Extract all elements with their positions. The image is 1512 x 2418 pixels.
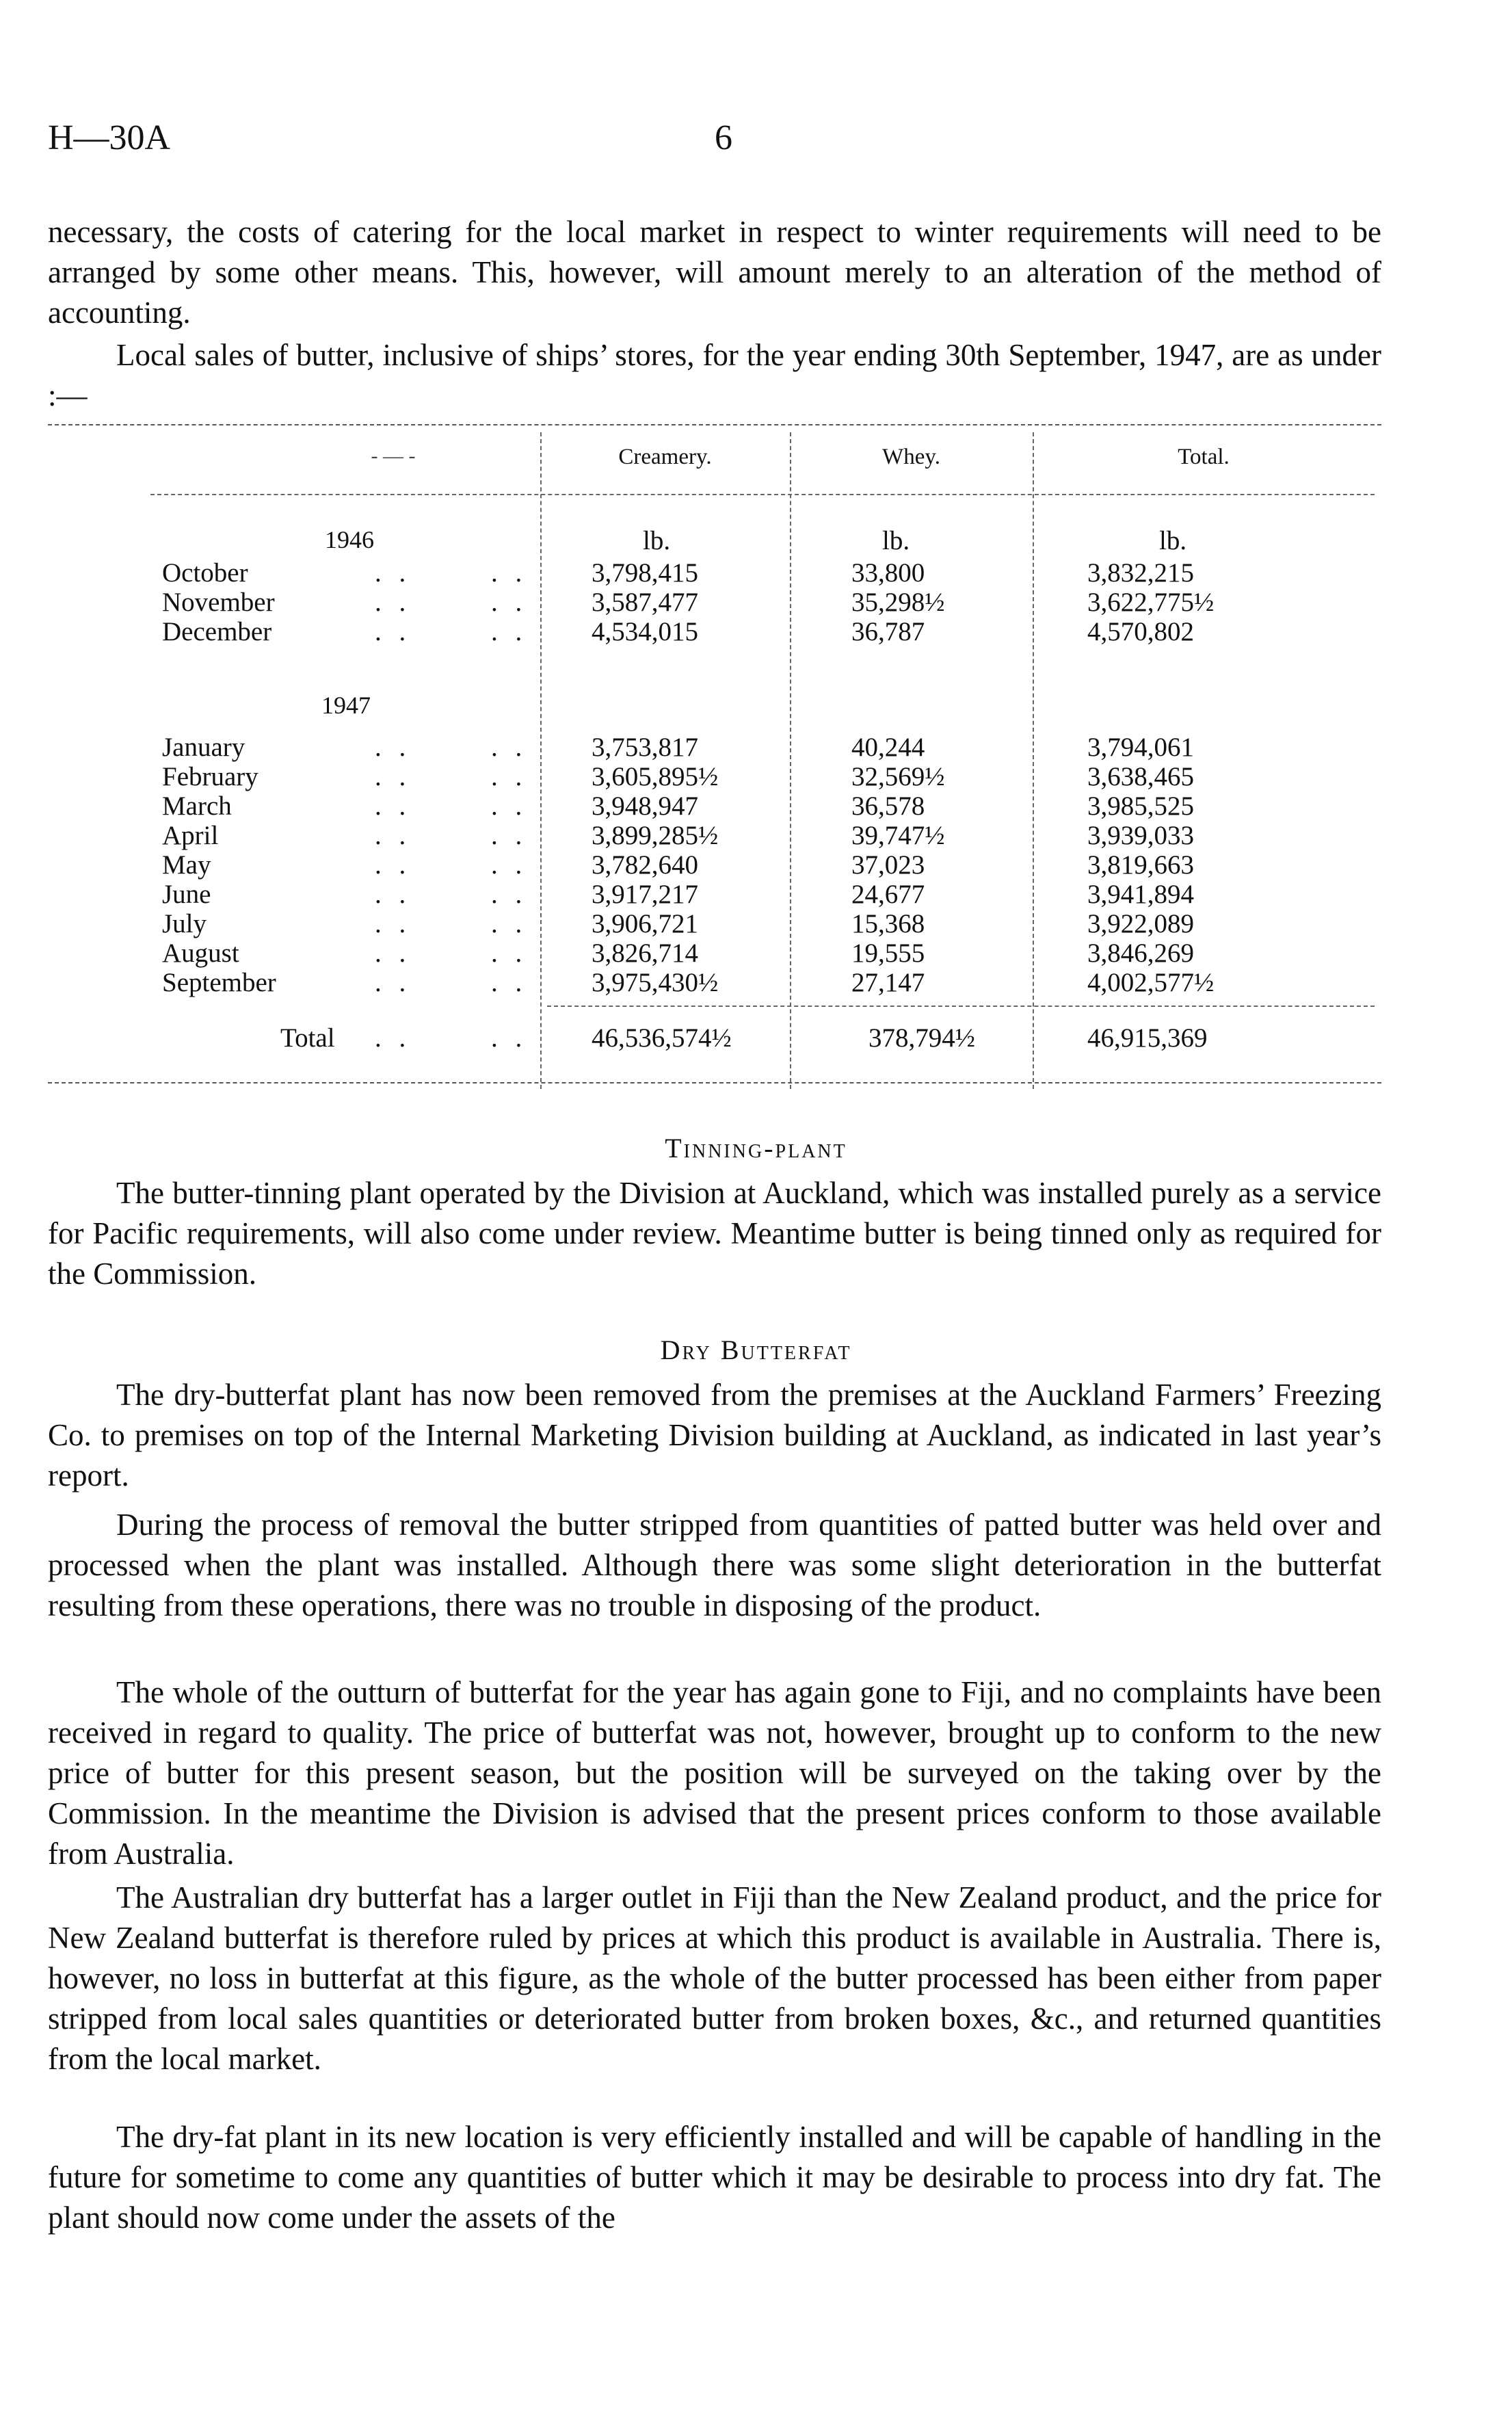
whey-value: 19,555 bbox=[851, 938, 925, 968]
row-month: January bbox=[162, 733, 246, 762]
table-bottom-rule bbox=[48, 1082, 1381, 1083]
creamery-value: 3,899,285½ bbox=[592, 821, 719, 850]
whey-value: 37,023 bbox=[851, 850, 925, 880]
total-value: 3,939,033 bbox=[1087, 821, 1194, 850]
leader-dots: . . bbox=[375, 791, 412, 821]
leader-dots: . . bbox=[375, 821, 412, 850]
leader-dots: . . bbox=[491, 617, 528, 646]
whey-value: 36,578 bbox=[851, 791, 925, 821]
intro-paragraph-2: Local sales of butter, inclusive of ships’ stores, for the year ending 30th September, 1947, are as under :— bbox=[48, 338, 1381, 412]
whey-value: 33,800 bbox=[851, 558, 925, 588]
leader-dots: . . bbox=[375, 968, 412, 997]
table-row bbox=[0, 557, 1512, 588]
creamery-value: 3,753,817 bbox=[592, 733, 698, 762]
leader-dots: . . bbox=[375, 1023, 412, 1053]
leader-dots: . . bbox=[491, 558, 528, 588]
grand-total: 46,915,369 bbox=[1087, 1023, 1208, 1053]
column-header-total: Total. bbox=[1178, 445, 1230, 469]
row-month: September bbox=[162, 968, 276, 997]
creamery-value: 3,782,640 bbox=[592, 850, 698, 880]
leader-dots: . . bbox=[491, 1023, 528, 1053]
leader-dots: . . bbox=[375, 909, 412, 938]
row-month: March bbox=[162, 791, 232, 821]
whey-value: 32,569½ bbox=[851, 762, 945, 791]
page-header bbox=[48, 118, 1409, 166]
creamery-value: 3,948,947 bbox=[592, 791, 698, 821]
leader-dots: . . bbox=[375, 617, 412, 646]
leader-dots: . . bbox=[375, 558, 412, 588]
leader-dots: . . bbox=[375, 850, 412, 880]
table-row bbox=[0, 967, 1512, 997]
table-row bbox=[0, 761, 1512, 791]
creamery-value: 3,605,895½ bbox=[592, 762, 719, 791]
table-row bbox=[0, 938, 1512, 968]
butterfat-paragraph-2: During the process of removal the butter stripped from quantities of patted butter was held over and processed when the plant was installed. Although there was some slight deterioration in the butterfat resulting from these operations, there was no trouble in disposing of the product. bbox=[48, 1508, 1381, 1622]
leader-dots: . . bbox=[491, 909, 528, 938]
table-row bbox=[0, 908, 1512, 938]
row-month: October bbox=[162, 558, 248, 588]
row-month: February bbox=[162, 762, 258, 791]
butterfat-paragraph-4: The Australian dry butterfat has a larger outlet in Fiji than the New Zealand product, and the price for New Zealand butterfat is therefore ruled by prices at which this product is available in Australia. There is, however, no loss in butterfat at this figure, as the whole of the butter processed has been either from paper stripped from local sales quantities or deteriorated butter from broken boxes, &c., and returned quantities from the local market. bbox=[48, 1880, 1381, 2076]
creamery-value: 3,917,217 bbox=[592, 880, 698, 909]
row-month: November bbox=[162, 588, 275, 617]
unit-label: lb. bbox=[882, 526, 910, 555]
total-value: 4,570,802 bbox=[1087, 617, 1194, 646]
unit-label: lb. bbox=[643, 526, 671, 555]
column-header-creamery: Creamery. bbox=[618, 445, 712, 469]
leader-dots: . . bbox=[491, 762, 528, 791]
whey-value: 36,787 bbox=[851, 617, 925, 646]
leader-dots: . . bbox=[375, 762, 412, 791]
page-number: 6 bbox=[715, 118, 732, 157]
total-value: 3,832,215 bbox=[1087, 558, 1194, 588]
whey-value: 24,677 bbox=[851, 880, 925, 909]
butterfat-paragraph-1: The dry-butterfat plant has now been removed from the premises at the Auckland Farmers’ Freezing Co. to premises on top of the Internal Marketing Division building at Auckland, as indicated in last year’s report. bbox=[48, 1378, 1381, 1493]
total-value: 3,638,465 bbox=[1087, 762, 1194, 791]
table-row bbox=[0, 850, 1512, 880]
leader-dots: . . bbox=[375, 588, 412, 617]
whey-value: 35,298½ bbox=[851, 588, 945, 617]
whey-total: 378,794½ bbox=[868, 1023, 975, 1053]
table-row bbox=[0, 616, 1512, 646]
unit-label: lb. bbox=[1159, 526, 1187, 555]
table-corner-header: - — - bbox=[371, 445, 416, 467]
header-rule bbox=[150, 494, 1375, 495]
table-row bbox=[0, 820, 1512, 850]
table-top-rule bbox=[48, 424, 1381, 425]
row-month: April bbox=[162, 821, 219, 850]
leader-dots: . . bbox=[375, 733, 412, 762]
section-heading-dry-butterfat: Dry Butterfat bbox=[660, 1335, 852, 1365]
creamery-value: 4,534,015 bbox=[592, 617, 698, 646]
year-label-1946: 1946 bbox=[325, 526, 374, 553]
leader-dots: . . bbox=[491, 588, 528, 617]
leader-dots: . . bbox=[491, 880, 528, 909]
table-row bbox=[0, 732, 1512, 762]
whey-value: 15,368 bbox=[851, 909, 925, 938]
butterfat-paragraph-3: The whole of the outturn of butterfat for the year has again gone to Fiji, and no complaints have been received in regard to quality. The price of butterfat was not, however, brought up to conform to the new price of butter for this present season, but the position will be surveyed on the taking over by the Commission. In the meantime the Division is advised that the present prices conform to those available from Australia. bbox=[48, 1675, 1381, 1871]
tinning-paragraph: The butter-tinning plant operated by the Division at Auckland, which was installed purely as a service for Pacific requirements, will also come under review. Meantime butter is being tinned only as required for the Commission. bbox=[48, 1176, 1381, 1291]
leader-dots: . . bbox=[375, 938, 412, 968]
total-row bbox=[0, 1023, 1512, 1053]
row-month: May bbox=[162, 850, 211, 880]
document-reference: H—30A bbox=[48, 118, 171, 157]
year-label-1947: 1947 bbox=[321, 692, 371, 719]
creamery-total: 46,536,574½ bbox=[592, 1023, 732, 1053]
total-value: 3,819,663 bbox=[1087, 850, 1194, 880]
row-month: August bbox=[162, 938, 239, 968]
whey-value: 27,147 bbox=[851, 968, 925, 997]
leader-dots: . . bbox=[491, 821, 528, 850]
creamery-value: 3,798,415 bbox=[592, 558, 698, 588]
leader-dots: . . bbox=[491, 850, 528, 880]
total-value: 3,941,894 bbox=[1087, 880, 1194, 909]
table-row bbox=[0, 791, 1512, 821]
leader-dots: . . bbox=[491, 938, 528, 968]
row-month: July bbox=[162, 909, 207, 938]
creamery-value: 3,906,721 bbox=[592, 909, 698, 938]
total-label: Total bbox=[280, 1023, 335, 1053]
row-month: December bbox=[162, 617, 272, 646]
whey-value: 40,244 bbox=[851, 733, 925, 762]
leader-dots: . . bbox=[491, 968, 528, 997]
subtotal-rule bbox=[547, 1006, 1375, 1007]
section-heading-tinning-plant: Tinning-plant bbox=[665, 1133, 847, 1164]
total-value: 3,794,061 bbox=[1087, 733, 1194, 762]
total-value: 3,846,269 bbox=[1087, 938, 1194, 968]
leader-dots: . . bbox=[491, 733, 528, 762]
total-value: 4,002,577½ bbox=[1087, 968, 1215, 997]
whey-value: 39,747½ bbox=[851, 821, 945, 850]
leader-dots: . . bbox=[491, 791, 528, 821]
column-header-whey: Whey. bbox=[882, 445, 940, 469]
row-month: June bbox=[162, 880, 211, 909]
total-value: 3,922,089 bbox=[1087, 909, 1194, 938]
leader-dots: . . bbox=[375, 880, 412, 909]
creamery-value: 3,975,430½ bbox=[592, 968, 719, 997]
total-value: 3,985,525 bbox=[1087, 791, 1194, 821]
intro-paragraph-1: necessary, the costs of catering for the local market in respect to winter requirements will need to be arranged by some other means. This, however, will amount merely to an alteration of the method of accounting. bbox=[48, 215, 1381, 330]
butterfat-paragraph-5: The dry-fat plant in its new location is very efficiently installed and will be capable of handling in the future for sometime to come any quantities of butter which it may be desirable to process into dry fat. The plant should now come under the assets of the bbox=[48, 2120, 1381, 2235]
table-row bbox=[0, 879, 1512, 909]
creamery-value: 3,587,477 bbox=[592, 588, 698, 617]
table-row bbox=[0, 587, 1512, 617]
creamery-value: 3,826,714 bbox=[592, 938, 698, 968]
total-value: 3,622,775½ bbox=[1087, 588, 1215, 617]
